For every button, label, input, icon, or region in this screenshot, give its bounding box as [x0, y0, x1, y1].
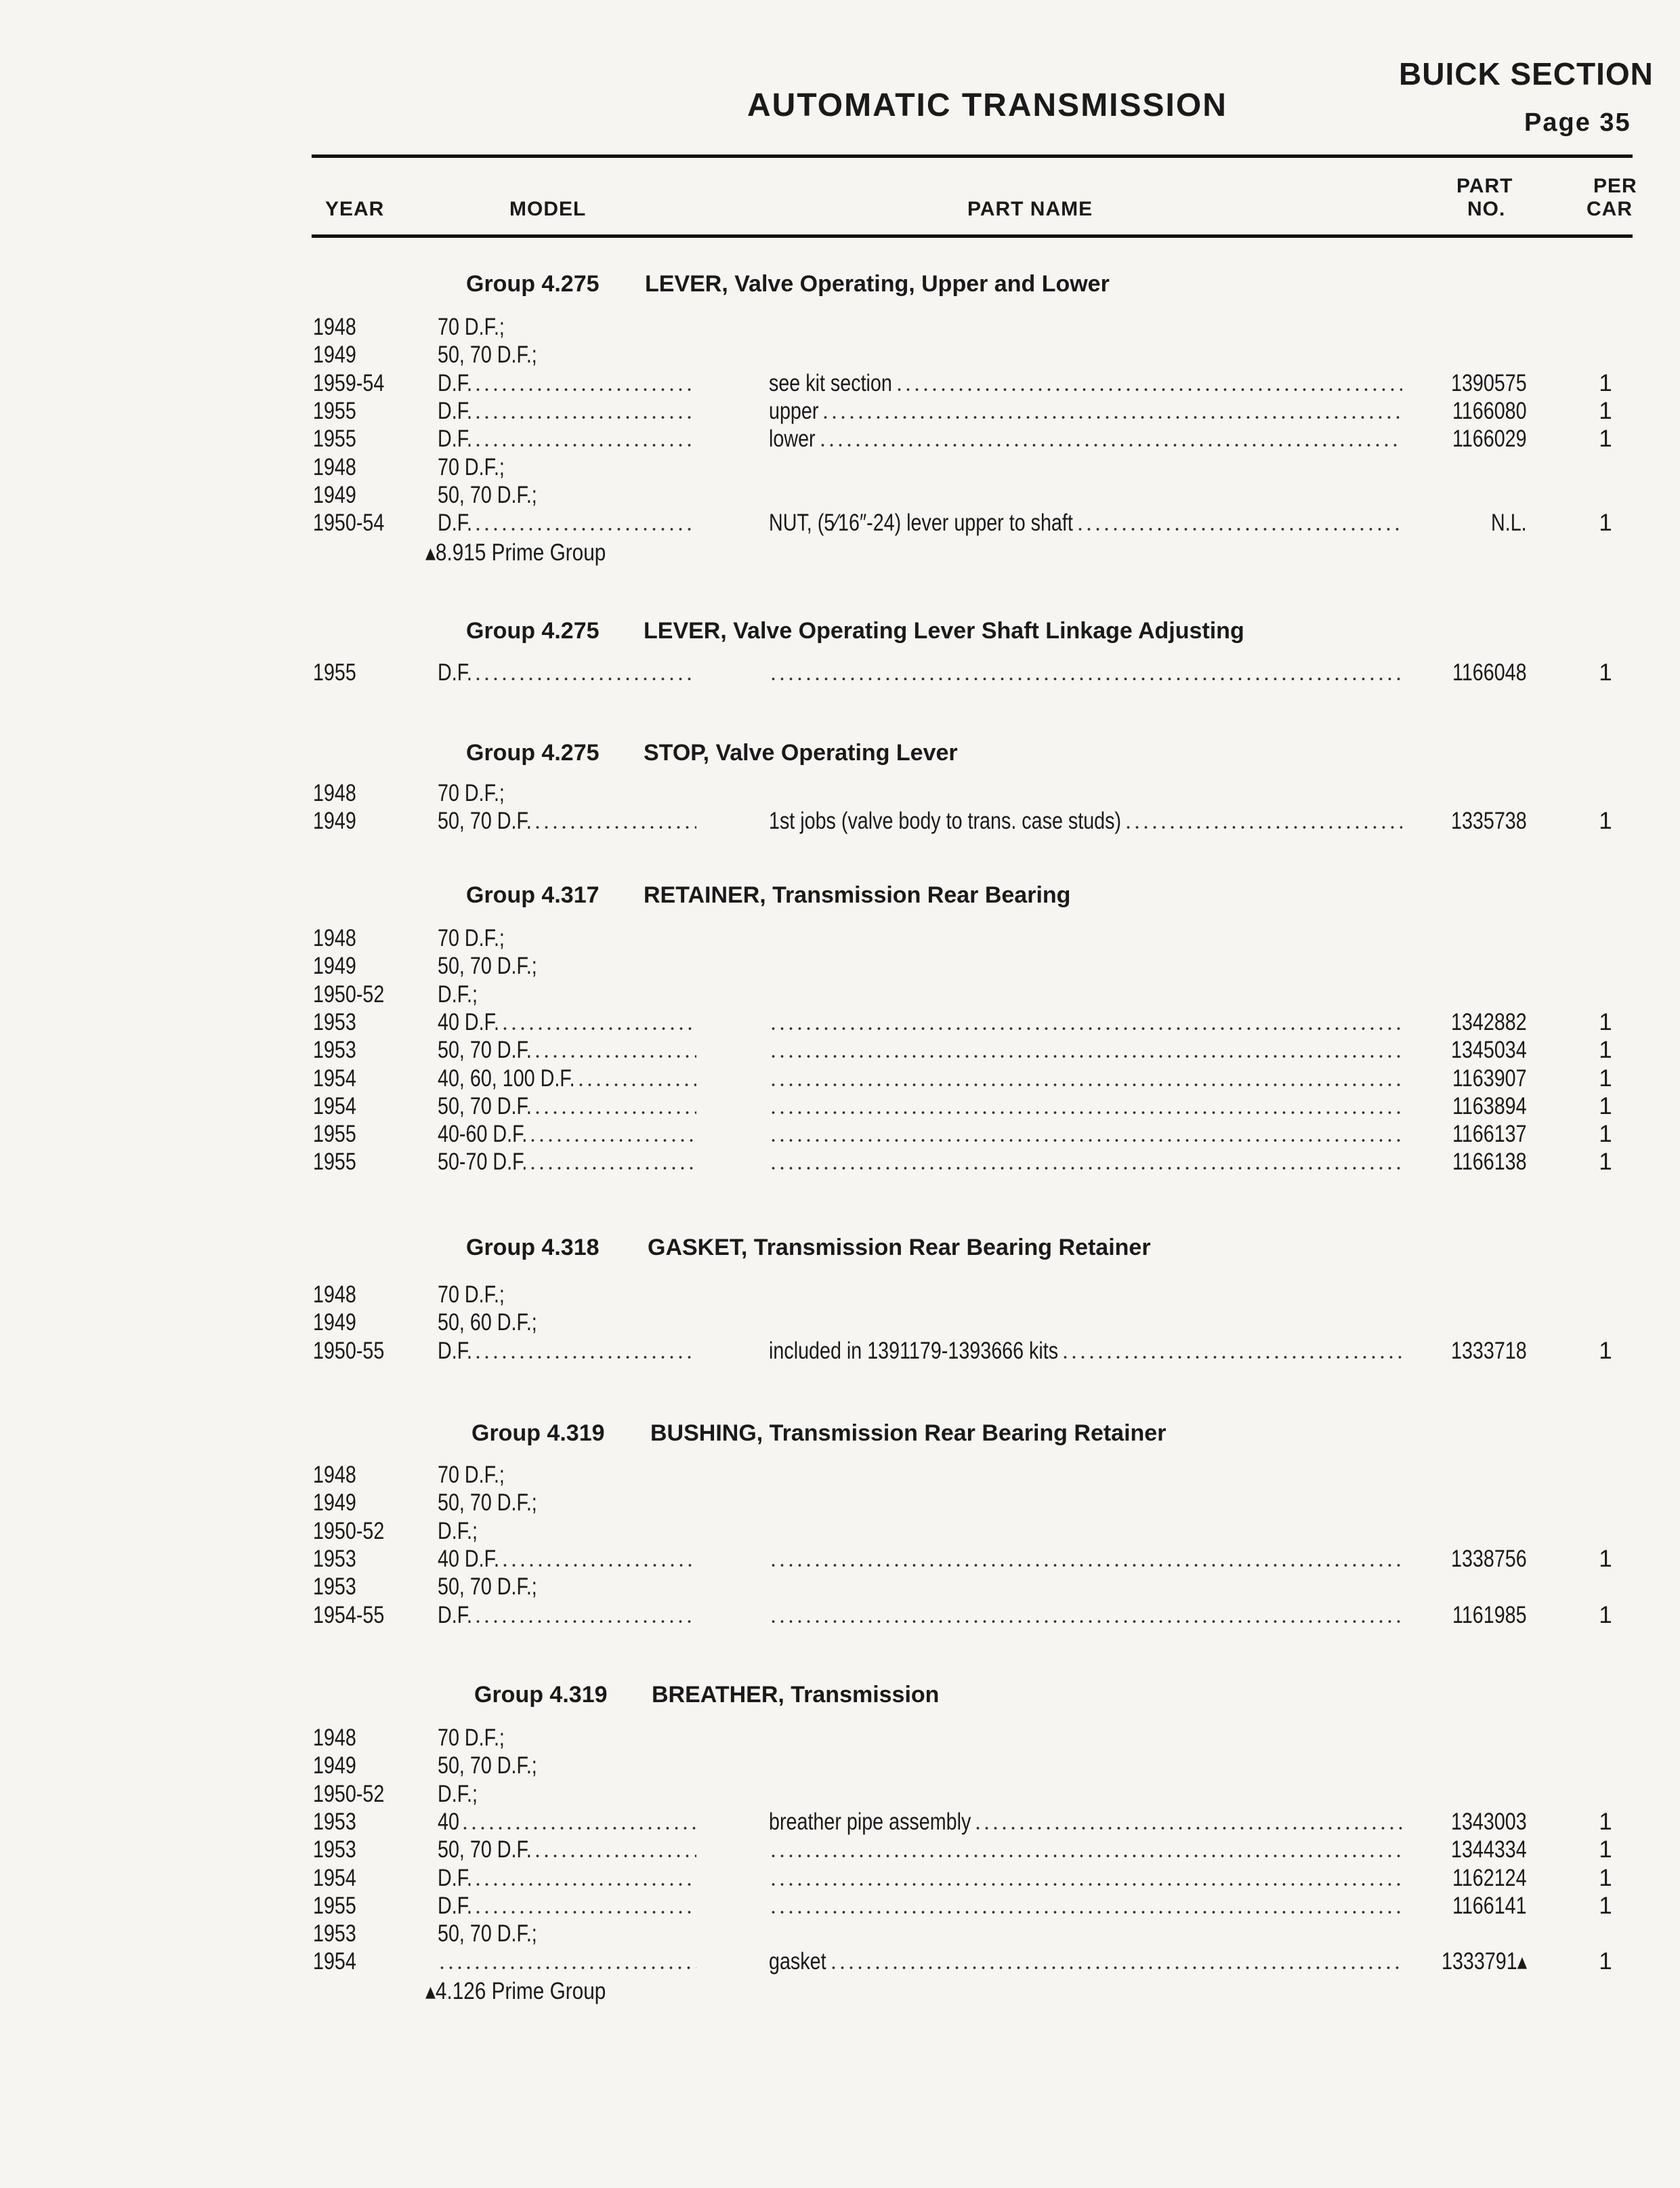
row-year: 1955: [313, 397, 356, 424]
row-part-number: 1163907: [1452, 1065, 1527, 1092]
col-header-part-name: PART NAME: [967, 198, 1093, 220]
row-year: 1950-52: [313, 1517, 385, 1544]
row-per-car: 1: [1599, 369, 1612, 396]
row-model: 70 D.F.;: [438, 314, 505, 340]
desc-leader-dots: [1061, 1338, 1402, 1359]
model-leader-dots: [474, 426, 696, 447]
row-description: see kit section: [769, 369, 892, 396]
row-year: 1949: [313, 808, 356, 835]
desc-leader-dots: [769, 1893, 1402, 1914]
model-leader-dots: [528, 1149, 696, 1170]
col-header-per-car-line1: PER: [1593, 175, 1637, 197]
row-model: 40-60 D.F.: [438, 1121, 528, 1148]
desc-leader-dots: [769, 1149, 1402, 1170]
row-description: gasket: [769, 1948, 826, 1975]
model-leader-dots: [474, 510, 696, 531]
model-leader-dots: [474, 371, 696, 391]
row-per-car: 1: [1599, 1601, 1612, 1628]
row-part-number: 1162124: [1452, 1864, 1527, 1891]
row-year: 1948: [313, 314, 356, 340]
row-model: 50, 70 D.F.;: [438, 342, 537, 369]
row-description: 1st jobs (valve body to trans. case studs): [769, 808, 1122, 835]
row-model: 50, 70 D.F.;: [438, 1920, 537, 1947]
row-description: lower: [769, 426, 816, 453]
col-header-part-no-line2: NO.: [1467, 198, 1506, 220]
row-year: 1948: [313, 780, 356, 806]
row-model: D.F.: [438, 510, 473, 537]
row-description: NUT, (5⁄16″-24) lever upper to shaft: [769, 510, 1073, 537]
row-model: D.F.;: [438, 981, 478, 1008]
group-number: Group 4.275: [466, 740, 600, 766]
desc-leader-dots: [769, 1546, 1402, 1567]
row-per-car: 1: [1599, 1008, 1612, 1035]
row-part-number: 1166141: [1452, 1892, 1527, 1919]
model-leader-dots: [474, 660, 696, 680]
row-year: 1954-55: [313, 1601, 385, 1628]
row-per-car: 1: [1599, 1836, 1612, 1863]
row-per-car: 1: [1599, 1864, 1612, 1891]
row-year: 1948: [313, 1725, 356, 1751]
desc-leader-dots: [769, 1066, 1402, 1086]
row-year: 1953: [313, 1808, 356, 1835]
row-model: 50, 70 D.F.: [438, 1836, 532, 1863]
row-year: 1950-55: [313, 1337, 385, 1364]
desc-leader-dots: [829, 1949, 1402, 1969]
header-rule-bottom: [312, 234, 1633, 238]
row-model: D.F.: [438, 397, 473, 424]
model-leader-dots: [533, 1037, 696, 1058]
row-year: 1953: [313, 1920, 356, 1947]
model-leader-dots: [533, 1837, 696, 1857]
row-year: 1953: [313, 1545, 356, 1572]
row-part-number: 1343003: [1451, 1808, 1527, 1835]
row-per-car: 1: [1599, 1892, 1612, 1919]
row-year: 1948: [313, 1462, 356, 1488]
row-model: 40 D.F.: [438, 1008, 499, 1035]
row-part-number: 1333791▴: [1441, 1948, 1527, 1975]
row-description: upper: [769, 397, 819, 424]
row-per-car: 1: [1599, 659, 1612, 686]
row-description: included in 1391179-1393666 kits: [769, 1337, 1059, 1364]
model-leader-dots: [474, 1865, 696, 1886]
row-model: 70 D.F.;: [438, 1462, 505, 1488]
model-leader-dots: [501, 1010, 696, 1030]
desc-leader-dots: [769, 1837, 1402, 1857]
model-leader-dots: [474, 1338, 696, 1359]
row-part-number: 1166029: [1452, 426, 1527, 453]
group-title: LEVER, Valve Operating Lever Shaft Linkage Adjusting: [644, 618, 1244, 644]
group-footnote: ▴8.915 Prime Group: [425, 539, 606, 566]
row-per-car: 1: [1599, 397, 1612, 424]
row-model: D.F.;: [438, 1517, 478, 1544]
group-title: RETAINER, Transmission Rear Bearing: [644, 882, 1071, 908]
row-per-car: 1: [1599, 1149, 1612, 1176]
row-year: 1949: [313, 342, 356, 369]
col-header-model: MODEL: [509, 198, 587, 220]
row-year: 1955: [313, 1121, 356, 1148]
row-per-car: 1: [1599, 1121, 1612, 1148]
group-title: BREATHER, Transmission: [652, 1682, 940, 1708]
row-year: 1955: [313, 1892, 356, 1919]
row-per-car: 1: [1599, 510, 1612, 537]
model-leader-dots: [533, 1094, 696, 1114]
row-part-number: 1166048: [1452, 659, 1527, 686]
row-model: 50, 70 D.F.;: [438, 1752, 537, 1779]
row-model: 70 D.F.;: [438, 1725, 505, 1751]
row-year: 1955: [313, 659, 356, 686]
row-year: 1949: [313, 953, 356, 980]
row-year: 1949: [313, 481, 356, 508]
row-part-number: 1342882: [1451, 1008, 1527, 1035]
row-model: D.F.: [438, 1601, 473, 1628]
row-part-number: 1344334: [1451, 1836, 1527, 1863]
row-per-car: 1: [1599, 1337, 1612, 1364]
desc-leader-dots: [818, 426, 1402, 447]
group-number: Group 4.318: [466, 1235, 600, 1260]
row-description: breather pipe assembly: [769, 1808, 971, 1835]
row-part-number: 1345034: [1451, 1037, 1527, 1064]
row-model: 50, 70 D.F.: [438, 1037, 532, 1064]
row-part-number: 1163894: [1452, 1092, 1527, 1119]
model-leader-dots: [576, 1066, 696, 1086]
row-part-number: 1166080: [1452, 397, 1527, 424]
row-part-number: 1166137: [1452, 1121, 1527, 1148]
row-part-number: 1161985: [1452, 1601, 1527, 1628]
row-model: D.F.: [438, 426, 473, 453]
row-model: 50-70 D.F.: [438, 1149, 528, 1176]
row-model: D.F.: [438, 1892, 473, 1919]
row-year: 1949: [313, 1489, 356, 1516]
row-model: D.F.: [438, 659, 473, 686]
row-year: 1950-54: [313, 510, 385, 537]
row-year: 1953: [313, 1008, 356, 1035]
model-leader-dots: [528, 1121, 696, 1142]
group-title: LEVER, Valve Operating, Upper and Lower: [645, 271, 1110, 297]
row-year: 1950-52: [313, 981, 385, 1008]
section-label: BUICK SECTION: [1399, 56, 1654, 91]
desc-leader-dots: [821, 398, 1402, 419]
row-model: 50, 70 D.F.;: [438, 481, 537, 508]
row-model: 70 D.F.;: [438, 780, 505, 806]
row-model: 40: [438, 1808, 459, 1835]
row-part-number: 1338756: [1451, 1545, 1527, 1572]
col-header-per-car-line2: CAR: [1587, 198, 1633, 220]
row-model: 50, 70 D.F.: [438, 808, 532, 835]
desc-leader-dots: [1124, 808, 1402, 829]
group-title: STOP, Valve Operating Lever: [644, 740, 958, 766]
group-number: Group 4.317: [466, 882, 600, 908]
row-part-number: 1335738: [1451, 808, 1527, 835]
row-part-number: 1390575: [1451, 369, 1527, 396]
page-title: AUTOMATIC TRANSMISSION: [747, 87, 1227, 123]
group-footnote: ▴4.126 Prime Group: [425, 1978, 606, 2005]
desc-leader-dots: [769, 1121, 1402, 1142]
desc-leader-dots: [769, 1865, 1402, 1886]
row-per-car: 1: [1599, 1545, 1612, 1572]
row-year: 1953: [313, 1836, 356, 1863]
row-year: 1948: [313, 1281, 356, 1308]
model-leader-dots: [501, 1546, 696, 1567]
row-model: 50, 70 D.F.: [438, 1092, 532, 1119]
group-number: Group 4.275: [466, 618, 600, 644]
row-year: 1954: [313, 1065, 356, 1092]
row-year: 1953: [313, 1573, 356, 1601]
row-model: 50, 60 D.F.;: [438, 1309, 537, 1336]
row-part-number: 1166138: [1452, 1149, 1527, 1176]
desc-leader-dots: [973, 1809, 1402, 1830]
row-year: 1954: [313, 1948, 356, 1975]
row-year: 1954: [313, 1864, 356, 1891]
group-number: Group 4.275: [466, 271, 600, 297]
row-per-car: 1: [1599, 1092, 1612, 1119]
desc-leader-dots: [769, 660, 1402, 680]
row-model: 40, 60, 100 D.F.: [438, 1065, 575, 1092]
col-header-part-no-line1: PART: [1456, 175, 1513, 197]
page-number: Page 35: [1524, 108, 1631, 137]
desc-leader-dots: [769, 1010, 1402, 1030]
row-part-number: 1333718: [1451, 1337, 1527, 1364]
row-year: 1953: [313, 1037, 356, 1064]
model-leader-dots: [474, 1893, 696, 1914]
row-year: 1948: [313, 453, 356, 480]
desc-leader-dots: [769, 1094, 1402, 1114]
row-year: 1955: [313, 426, 356, 453]
model-leader-dots: [461, 1809, 696, 1830]
row-model: 50, 70 D.F.;: [438, 953, 537, 980]
row-model: D.F.: [438, 369, 473, 396]
row-model: D.F.: [438, 1337, 473, 1364]
row-model: 40 D.F.: [438, 1545, 499, 1572]
row-per-car: 1: [1599, 426, 1612, 453]
row-model: D.F.: [438, 1864, 473, 1891]
row-year: 1959-54: [313, 369, 385, 396]
model-leader-dots: [438, 1949, 696, 1969]
row-year: 1949: [313, 1309, 356, 1336]
row-part-number: N.L.: [1491, 510, 1527, 537]
group-number: Group 4.319: [471, 1420, 605, 1446]
desc-leader-dots: [1076, 510, 1402, 531]
desc-leader-dots: [895, 371, 1402, 391]
row-per-car: 1: [1599, 808, 1612, 835]
row-year: 1954: [313, 1092, 356, 1119]
row-model: D.F.;: [438, 1780, 478, 1807]
model-leader-dots: [474, 398, 696, 419]
row-model: 50, 70 D.F.;: [438, 1573, 537, 1601]
desc-leader-dots: [769, 1037, 1402, 1058]
row-model: 70 D.F.;: [438, 925, 505, 951]
header-rule-top: [312, 154, 1633, 158]
row-per-car: 1: [1599, 1948, 1612, 1975]
model-leader-dots: [474, 1603, 696, 1623]
row-per-car: 1: [1599, 1065, 1612, 1092]
row-model: 50, 70 D.F.;: [438, 1489, 537, 1516]
group-number: Group 4.319: [474, 1682, 608, 1708]
desc-leader-dots: [769, 1603, 1402, 1623]
row-year: 1949: [313, 1752, 356, 1779]
col-header-year: YEAR: [325, 198, 385, 220]
row-model: 70 D.F.;: [438, 1281, 505, 1308]
group-title: GASKET, Transmission Rear Bearing Retainer: [648, 1235, 1151, 1260]
group-title: BUSHING, Transmission Rear Bearing Retainer: [650, 1420, 1167, 1446]
row-year: 1948: [313, 925, 356, 951]
row-per-car: 1: [1599, 1808, 1612, 1835]
row-model: 70 D.F.;: [438, 453, 505, 480]
model-leader-dots: [533, 808, 696, 829]
row-year: 1950-52: [313, 1780, 385, 1807]
row-per-car: 1: [1599, 1037, 1612, 1064]
row-year: 1955: [313, 1149, 356, 1176]
